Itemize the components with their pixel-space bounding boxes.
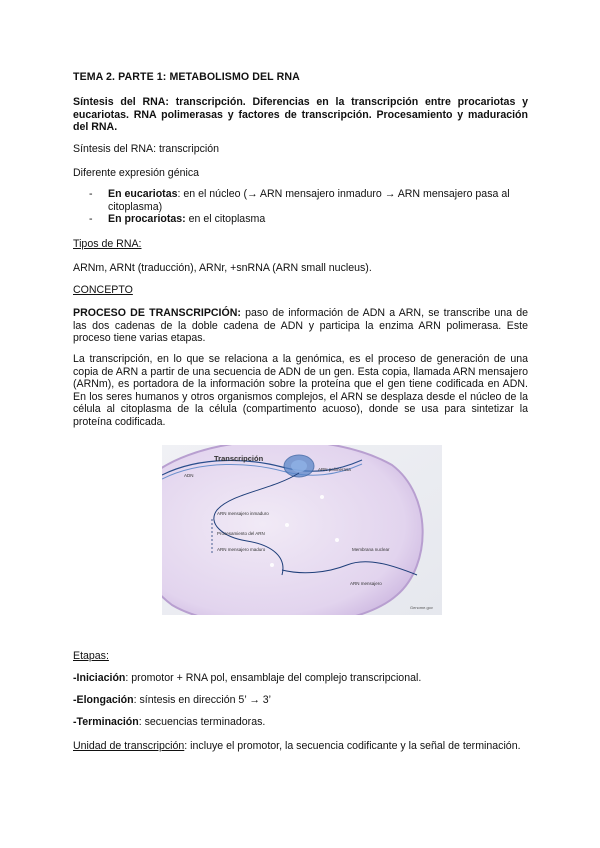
transcription-figure <box>162 445 442 615</box>
bullet-dash: - <box>89 188 93 200</box>
stage-label: -Terminación <box>73 716 139 728</box>
stage-item <box>73 694 528 707</box>
list-item-text: en el citoplasma <box>185 213 266 226</box>
gene-expression-text: Diferente expresión génica <box>73 167 200 179</box>
stage-item <box>73 672 528 685</box>
page-title: TEMA 2. PARTE 1: METABOLISMO DEL RNA <box>73 71 300 83</box>
list-item <box>73 213 528 226</box>
figure-title: Transcripción <box>214 454 264 463</box>
stages-heading: Etapas: <box>73 650 109 662</box>
transcription-unit-label: Unidad de transcripción <box>73 740 185 752</box>
bullet-dash: - <box>89 213 93 226</box>
transcription-paragraph: La transcripción, en lo que se relaciona a la genómica, es el proceso de generación de una copia de ARN a partir de una secuencia de ADN de un gen. Esta copia, llamada ARN mensajero (ARNm), es portadora de la información sobre la proteína que el gen tiene codificada en ADN. En los seres humanos y otros organismos complejos, el ARN se desplaza desde el núcleo de la célula al citoplasma de la célula (compartimento acuoso), donde se usa para sintetizar la proteína codificada. <box>73 353 528 428</box>
list-item-label: En eucariotas <box>108 188 178 200</box>
organism-list <box>73 188 528 226</box>
list-item <box>73 188 528 213</box>
pore <box>270 563 274 567</box>
figure-label-processing: Procesamiento del ARN <box>217 531 265 536</box>
pore <box>320 495 324 499</box>
concept-heading: CONCEPTO <box>73 284 133 296</box>
stage-text: : promotor + RNA pol, ensamblaje del complejo transcripcional. <box>125 672 422 684</box>
transcription-process-paragraph <box>73 307 528 345</box>
transcription-unit-text: : incluye el promotor, la secuencia codificante y la señal de terminación. <box>184 740 521 752</box>
stage-item <box>73 716 528 729</box>
transcription-unit-paragraph <box>73 740 528 753</box>
figure-label-membrane: Membrana nuclear <box>352 547 390 552</box>
rna-types-text: ARNm, ARNt (traducción), ARNr, +snRNA (ARN small nucleus). <box>73 262 372 274</box>
rna-types-heading: Tipos de RNA: <box>73 238 142 250</box>
figure-label-mature: ARN mensajero maduro <box>217 547 266 552</box>
figure-label-adn: ADN <box>184 473 194 478</box>
section-heading-synthesis: Síntesis del RNA: transcripción <box>73 143 220 155</box>
figure-credit: Genome.gov <box>410 605 433 610</box>
stage-label: -Elongación <box>73 694 134 706</box>
list-item-label: En procariotas: <box>108 213 186 226</box>
page-subtitle: Síntesis del RNA: transcripción. Diferencias en la transcripción entre procariotas y eucariotas. RNA polimerasas y factores de transcripción. Procesamiento y maduración del RNA. <box>73 96 528 134</box>
figure-label-mrna: ARN mensajero <box>350 581 382 586</box>
figure-label-polymerase: ARN polimerasa <box>318 467 351 472</box>
pore <box>335 538 339 542</box>
list-item-text: : en el núcleo (→ ARN mensajero inmaduro → ARN mensajero pasa al citoplasma) <box>108 188 510 213</box>
stage-text: : síntesis en dirección 5’ → 3’ <box>133 694 272 706</box>
rna-polymerase-core <box>291 460 307 472</box>
stage-text: : secuencias terminadoras. <box>138 716 266 728</box>
figure-label-inmature: ARN mensajero inmaduro <box>217 511 269 516</box>
transcription-process-text: paso de información de ADN a ARN, se transcribe una de las dos cadenas de la doble cadena de ADN y participa la enzima ARN polimerasa. Este proceso tiene varias etapas. <box>73 307 528 345</box>
stage-label: -Iniciación <box>73 672 126 684</box>
pore <box>285 523 289 527</box>
transcription-process-label: PROCESO DE TRANSCRIPCIÓN: <box>73 307 241 319</box>
transcription-illustration <box>162 445 442 615</box>
